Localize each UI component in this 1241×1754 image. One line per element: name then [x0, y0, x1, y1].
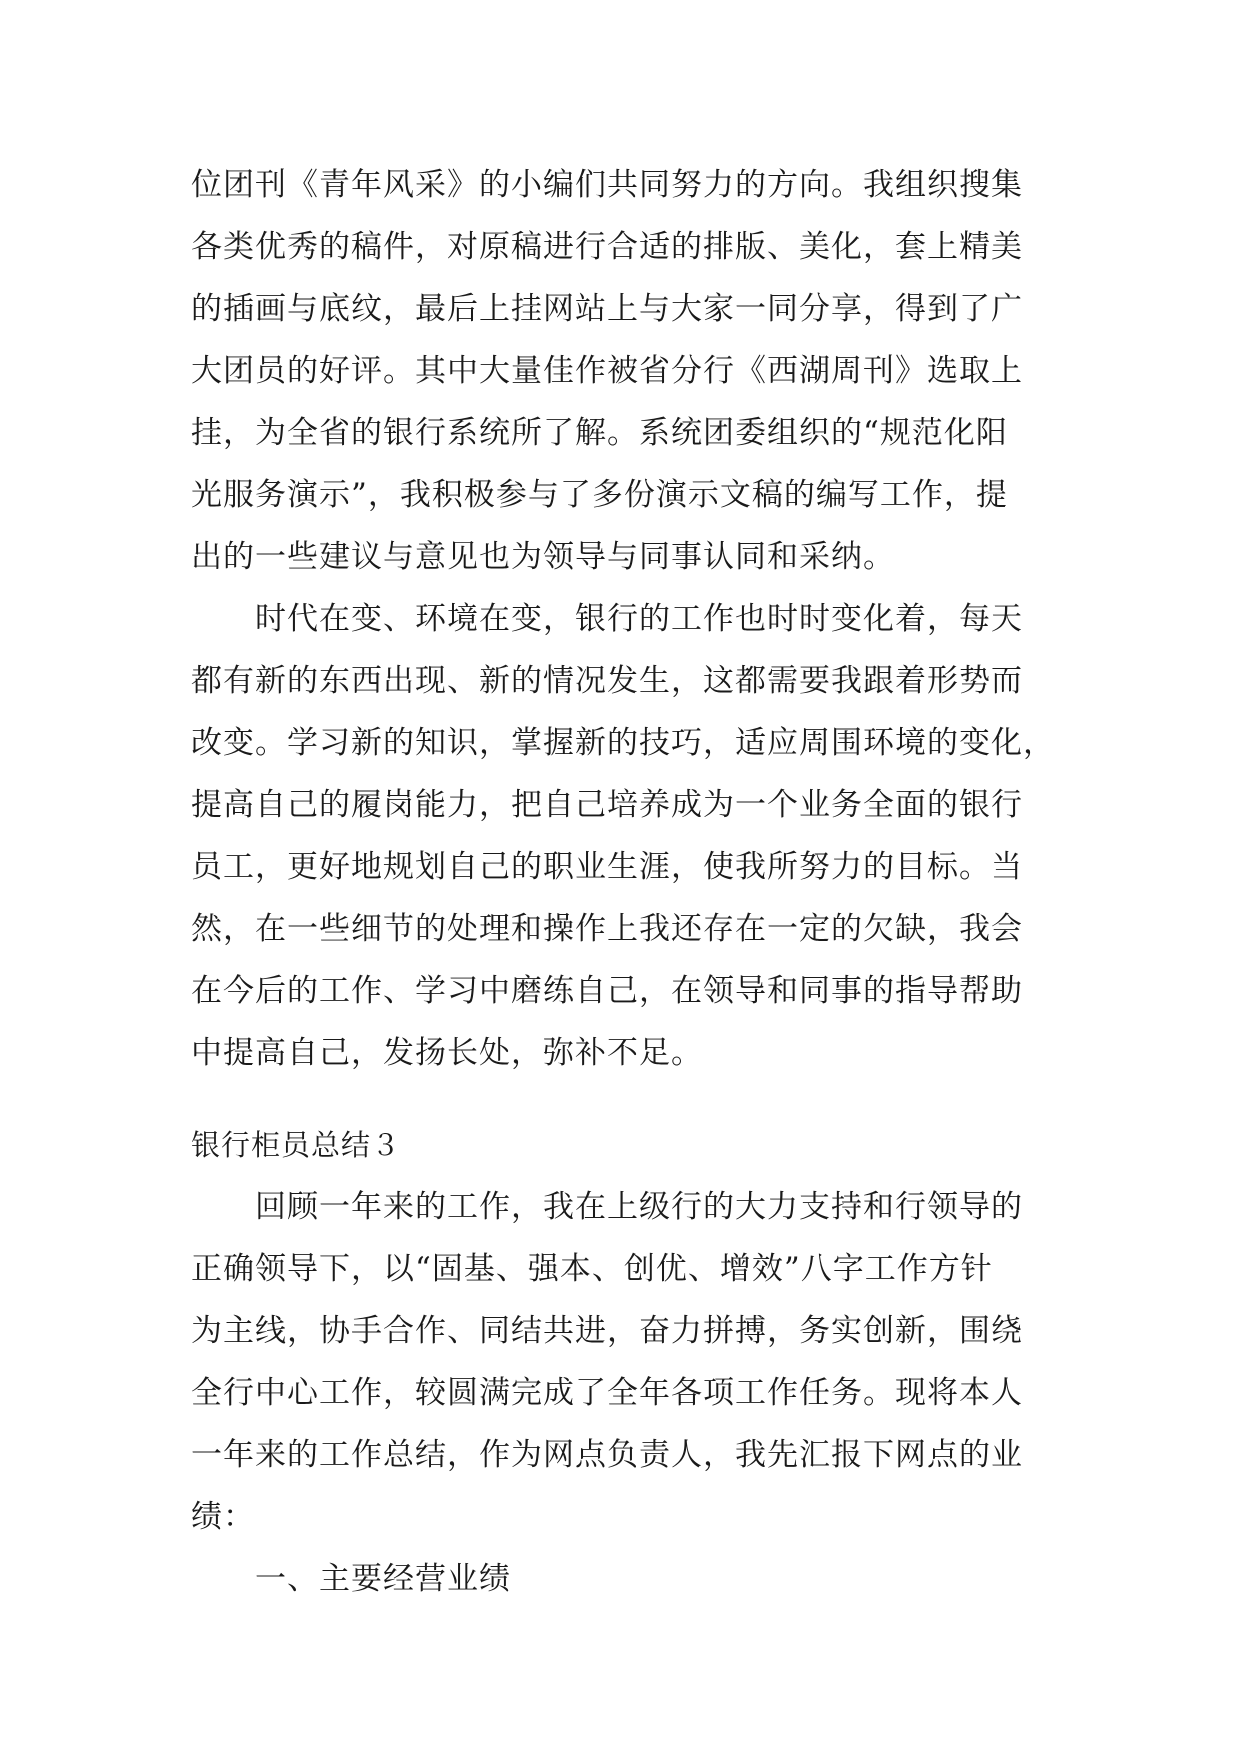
subsection-title: 一、主要经营业绩 [255, 1561, 511, 1597]
paragraph-line: 时代在变、环境在变，银行的工作也时时变化着，每天 [255, 601, 1023, 637]
paragraph-line: 挂，为全省的银行系统所了解。系统团委组织的“规范化阳 [191, 415, 1008, 451]
paragraph-line: 改变。学习新的知识，掌握新的技巧，适应周围环境的变化， [191, 725, 1055, 761]
paragraph-line: 提高自己的履岗能力，把自己培养成为一个业务全面的银行 [191, 787, 1023, 823]
paragraph-line: 的插画与底纹，最后上挂网站上与大家一同分享，得到了广 [191, 291, 1023, 327]
paragraph-line: 各类优秀的稿件，对原稿进行合适的排版、美化，套上精美 [191, 229, 1023, 265]
paragraph-line: 员工，更好地规划自己的职业生涯，使我所努力的目标。当 [191, 849, 1023, 885]
section-heading: 银行柜员总结３ [191, 1128, 402, 1162]
paragraph-line: 一年来的工作总结，作为网点负责人，我先汇报下网点的业 [191, 1437, 1023, 1473]
paragraph-line: 都有新的东西出现、新的情况发生，这都需要我跟着形势而 [191, 663, 1023, 699]
paragraph-line: 中提高自己，发扬长处，弥补不足。 [191, 1035, 703, 1071]
paragraph-line: 全行中心工作，较圆满完成了全年各项工作任务。现将本人 [191, 1375, 1023, 1411]
paragraph-line: 回顾一年来的工作，我在上级行的大力支持和行领导的 [255, 1189, 1023, 1225]
paragraph-line: 为主线，协手合作、同结共进，奋力拼搏，务实创新，围绕 [191, 1313, 1023, 1349]
paragraph-line: 在今后的工作、学习中磨练自己，在领导和同事的指导帮助 [191, 973, 1023, 1009]
paragraph-line: 绩： [191, 1499, 255, 1535]
paragraph-line: 大团员的好评。其中大量佳作被省分行《西湖周刊》选取上 [191, 353, 1023, 389]
paragraph-line: 光服务演示”，我积极参与了多份演示文稿的编写工作，提 [191, 477, 1008, 513]
paragraph-line: 正确领导下，以“固基、强本、创优、增效”八字工作方针 [191, 1251, 993, 1287]
paragraph-line: 然，在一些细节的处理和操作上我还存在一定的欠缺，我会 [191, 911, 1023, 947]
paragraph-line: 位团刊《青年风采》的小编们共同努力的方向。我组织搜集 [191, 167, 1023, 203]
paragraph-line: 出的一些建议与意见也为领导与同事认同和采纳。 [191, 539, 895, 575]
